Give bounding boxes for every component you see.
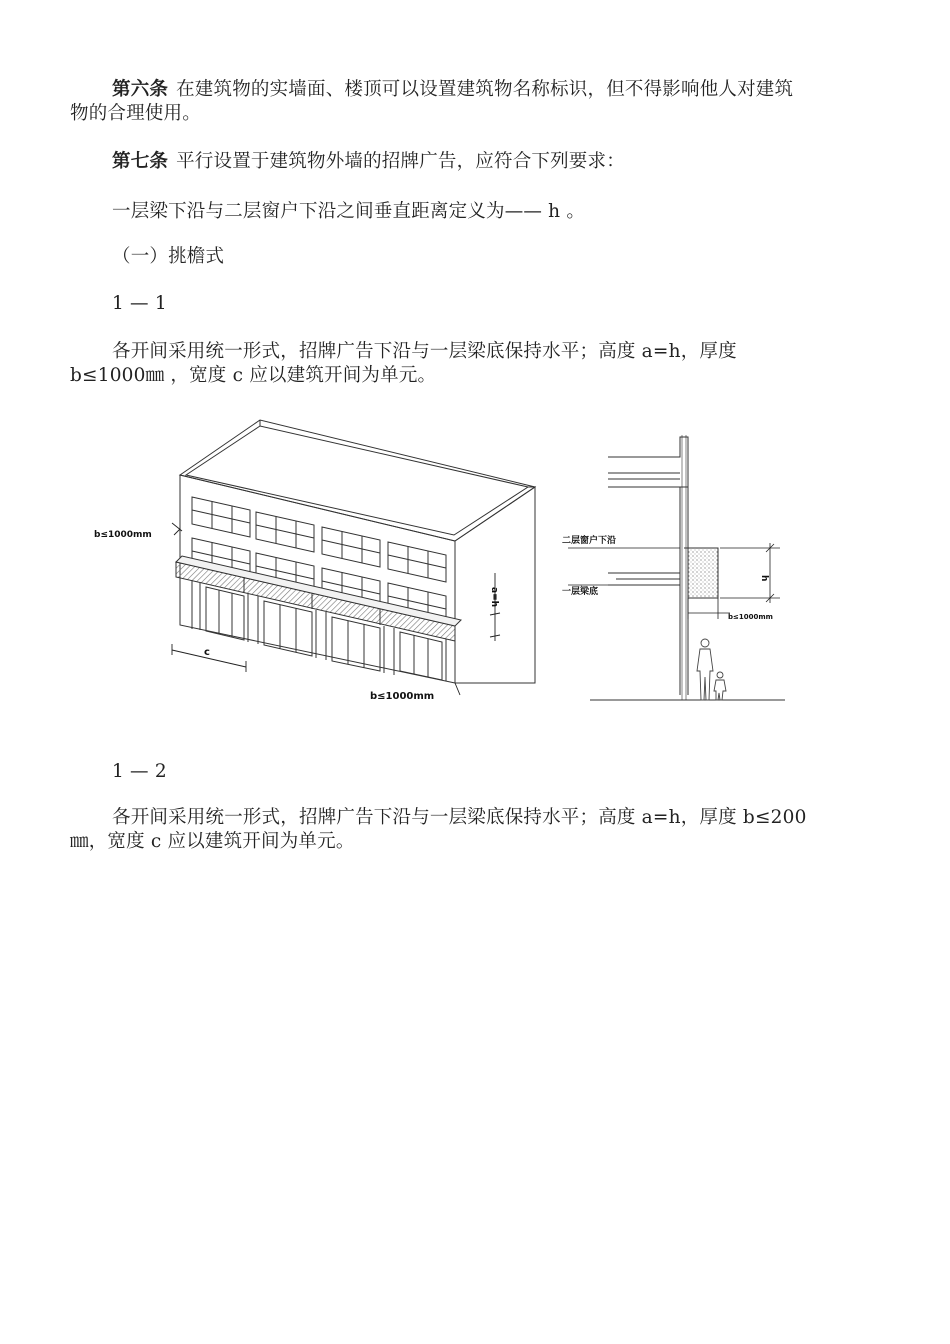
article-7 (70, 150, 810, 174)
article-6-text: 在建筑物的实墙面、楼顶可以设置建筑物名称标识，但不得影响他人对建筑物的合理使用。 (70, 79, 794, 124)
article-6-heading: 第六条 (112, 79, 169, 100)
label-b-left: b≤1000mm (94, 530, 152, 540)
label-c: c (204, 647, 210, 658)
label-b-section: b≤1000mm (728, 613, 773, 621)
item-1-1-number: 1 — 1 (112, 293, 167, 314)
section-diagram (590, 435, 785, 700)
label-beam-bottom: 一层梁底 (562, 587, 599, 597)
building-isometric (176, 420, 535, 683)
article-7-heading: 第七条 (112, 151, 169, 172)
item-1-2-number: 1 — 2 (112, 761, 167, 782)
definition-line: 一层梁下沿与二层窗户下沿之间垂直距离定义为—— h 。 (112, 201, 586, 222)
article-7-text: 平行设置于建筑物外墙的招牌广告，应符合下列要求： (176, 151, 625, 172)
human-figures (697, 639, 726, 700)
section-title: （一）挑檐式 (112, 246, 225, 267)
item-1-1-text: 各开间采用统一形式，招牌广告下沿与一层梁底保持水平；高度 a=h，厚度 b≤1000㎜ ，宽度 c 应以建筑开间为单元。 (70, 341, 737, 386)
section-dimensions (568, 543, 780, 619)
label-a-h: a=h (489, 587, 499, 608)
article-6 (70, 78, 810, 126)
label-b-bottom: b≤1000mm (370, 691, 435, 702)
signboard-figure (80, 415, 800, 715)
item-1-2-text: 各开间采用统一形式，招牌广告下沿与一层梁底保持水平；高度 a=h，厚度 b≤200㎜，宽度 c 应以建筑开间为单元。 (70, 807, 807, 852)
label-window-sill: 二层窗户下沿 (562, 536, 617, 546)
label-h: h (759, 575, 769, 582)
section-signboard (688, 548, 718, 598)
